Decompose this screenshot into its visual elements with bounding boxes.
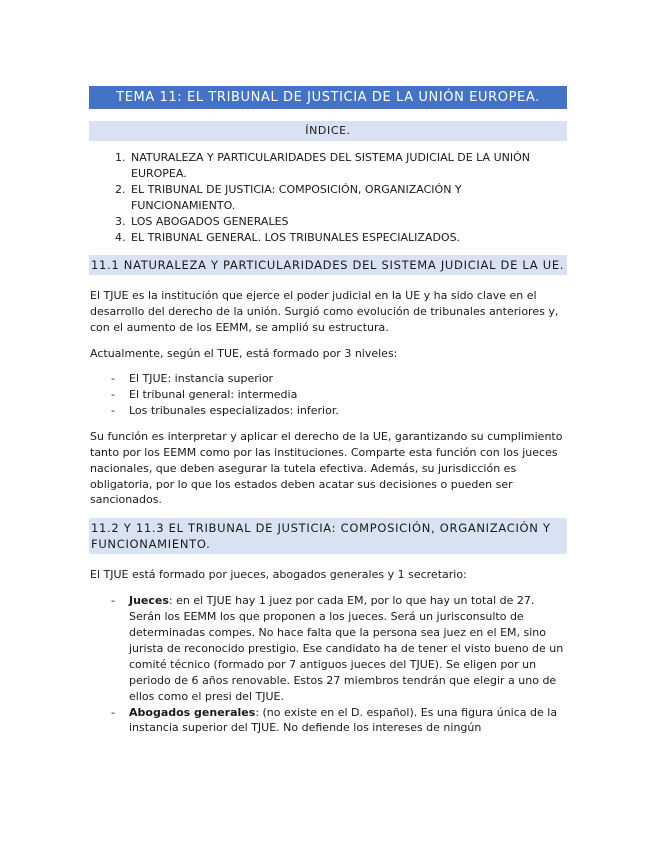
dash-bullet: - (111, 387, 115, 401)
list-item-text: Los tribunales especializados: inferior. (129, 403, 339, 417)
section-1-paragraph-3: Su función es interpretar y aplicar el derecho de la UE, garantizando su cumplimiento tanto por los EEMM como por las instituciones. Comparte esta función con los jueces nacionales, que deben asegurar la tutela efectiva. Además, su jurisdicción es obligatoria, por lo que los estados deben acatar sus decisiones o pueden ser sancionados. (90, 429, 563, 507)
members-list (89, 593, 567, 736)
list-item (89, 705, 567, 737)
section-1-paragraph-1: El TJUE es la institución que ejerce el poder judicial en la UE y ha sido clave en el desarrollo del derecho de la unión. Surgió como evolución de tribunales anteriores y, con el aumento de los EEMM, se amplió su estructura. (90, 289, 559, 335)
section-1-paragraph-2: Actualmente, según el TUE, está formado por 3 niveles: (90, 347, 398, 361)
member-text: : (no existe en el D. español). Es una figura única de la instancia superior del TJUE. No defiende los intereses de ningún (129, 705, 558, 735)
index-item: 1. NATURALEZA Y PARTICULARIDADES DEL SISTEMA JUDICIAL DE LA UNIÓN EUROPEA. (129, 150, 567, 182)
dash-bullet: - (111, 594, 115, 608)
index-item: 4. EL TRIBUNAL GENERAL. LOS TRIBUNALES ESPECIALIZADOS. (129, 230, 567, 246)
list-item (89, 403, 567, 419)
member-term: Abogados generales (129, 705, 256, 719)
list-item (89, 371, 567, 387)
dash-bullet: - (111, 403, 115, 417)
document-content (89, 86, 567, 736)
index-list (89, 150, 567, 245)
member-text: : en el TJUE hay 1 juez por cada EM, por lo que hay un total de 27. Serán los EEMM los que proponen a los jueces. Será un jurisconsulto de determinadas compes. No hace falta que la persona sea juez en el EM, sino jurista de reconocido prestigio. Ese candidato ha de tener el visto bueno de un comité técnico (formado por 7 antiguos jueces del TJUE). Se eligen por un periodo de 6 años renovable. Estos 27 miembros tendrán que elegir a uno de ellos como el presi del TJUE. (129, 594, 564, 703)
index-item: 2. EL TRIBUNAL DE JUSTICIA: COMPOSICIÓN, ORGANIZACIÓN Y FUNCIONAMIENTO. (129, 182, 567, 214)
section-2-heading: 11.2 Y 11.3 EL TRIBUNAL DE JUSTICIA: COMPOSICIÓN, ORGANIZACIÓN Y FUNCIONAMIENTO. (89, 518, 567, 554)
list-item (89, 387, 567, 403)
index-heading: ÍNDICE. (89, 121, 567, 141)
list-item-text: El tribunal general: intermedia (129, 387, 298, 401)
member-term: Jueces (129, 594, 169, 608)
list-item (89, 593, 567, 704)
levels-list (89, 371, 567, 419)
index-item: 3. LOS ABOGADOS GENERALES (129, 214, 567, 230)
section-2-paragraph-1: El TJUE está formado por jueces, abogados generales y 1 secretario: (90, 568, 467, 582)
section-1-heading: 11.1 NATURALEZA Y PARTICULARIDADES DEL SISTEMA JUDICIAL DE LA UE. (89, 255, 567, 275)
dash-bullet: - (111, 705, 115, 719)
list-item-text: El TJUE: instancia superior (129, 372, 274, 386)
dash-bullet: - (111, 372, 115, 386)
document-title: TEMA 11: EL TRIBUNAL DE JUSTICIA DE LA UNIÓN EUROPEA. (89, 86, 567, 109)
